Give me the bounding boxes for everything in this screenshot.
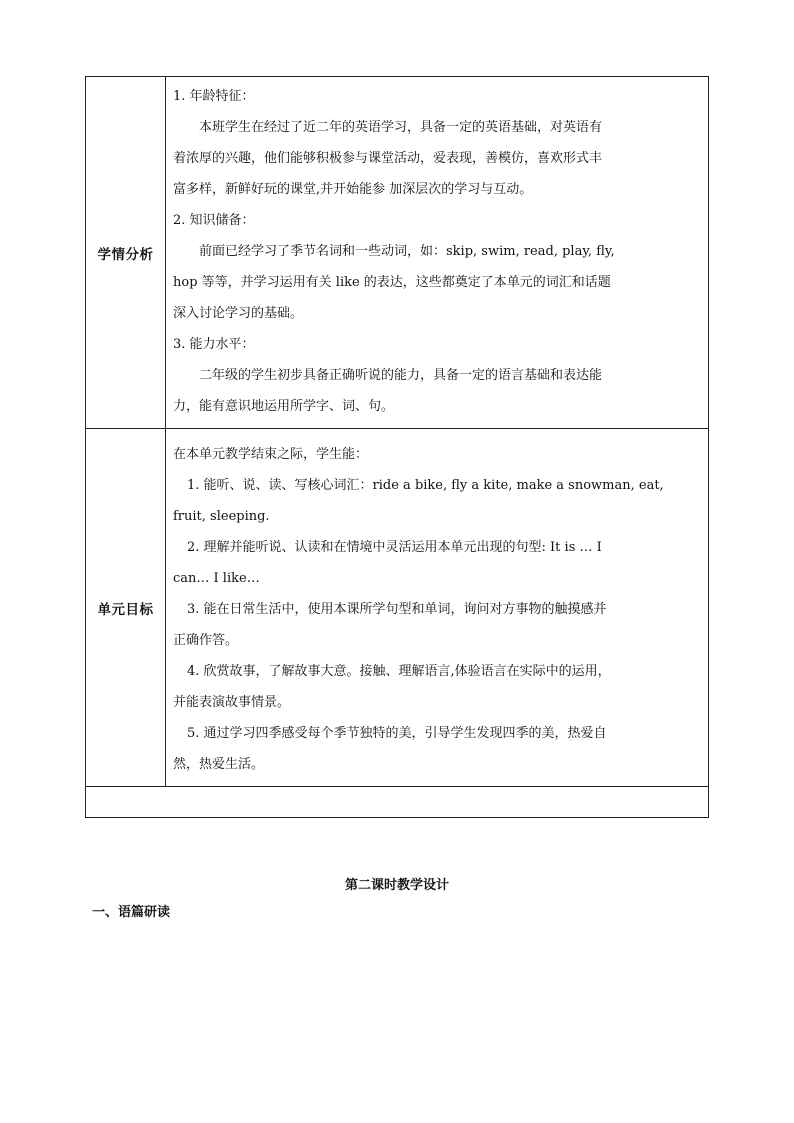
paragraph-line: 二年级的学生初步具备正确听说的能力，具备一定的语言基础和表达能 xyxy=(199,368,603,383)
paragraph-line: 力，能有意识地运用所学字、词、句。 xyxy=(173,399,395,414)
unit-goals-content xyxy=(166,429,709,787)
goal-item: 4. 欣赏故事，了解故事大意。接触、理解语言,体验语言在实际中的运用， xyxy=(187,664,611,679)
goal-item-cont: 并能表演故事情景。 xyxy=(173,695,291,710)
paragraph-line: 富多样，新鲜好玩的课堂,并开始能参 加深层次的学习与互动。 xyxy=(173,182,533,197)
paragraph-line: 深入讨论学习的基础。 xyxy=(173,306,304,321)
goals-intro: 在本单元教学结束之际，学生能： xyxy=(173,447,369,462)
subheading-age: 1. 年龄特征： xyxy=(173,89,255,104)
goal-item-cont: 正确作答。 xyxy=(173,633,239,648)
student-analysis-content xyxy=(166,77,709,429)
table-row-empty xyxy=(86,787,709,818)
goal-item: 5. 通过学习四季感受每个季节独特的美，引导学生发现四季的美，热爱自 xyxy=(187,726,607,741)
paragraph-line: hop 等等，并学习运用有关 like 的表达，这些都奠定了本单元的词汇和话题 xyxy=(173,275,611,290)
lesson-table xyxy=(85,76,709,818)
section-title: 一、语篇研读 xyxy=(92,905,171,920)
table-row xyxy=(86,429,709,787)
paragraph-line: 着浓厚的兴趣，他们能够积极参与课堂活动，爱表现，善模仿，喜欢形式丰 xyxy=(173,151,603,166)
subheading-ability: 3. 能力水平： xyxy=(173,337,255,352)
goal-item: 3. 能在日常生活中，使用本课所学句型和单词，询问对方事物的触摸感并 xyxy=(187,602,607,617)
goal-item-cont: fruit, sleeping. xyxy=(173,509,270,524)
subheading-knowledge: 2. 知识储备： xyxy=(173,213,255,228)
lesson-heading: 第二课时教学设计 xyxy=(344,878,449,893)
paragraph-line: 本班学生在经过了近二年的英语学习，具备一定的英语基础，对英语有 xyxy=(199,120,603,135)
row-label-student-analysis: 学情分析 xyxy=(86,77,166,429)
empty-cell xyxy=(86,787,709,818)
goal-item: 1. 能听、说、读、写核心词汇：ride a bike, fly a kite, make a snowman, eat, xyxy=(187,478,664,493)
goal-item-cont: 然，热爱生活。 xyxy=(173,757,265,772)
table-row xyxy=(86,77,709,429)
goal-item-cont: can… I like… xyxy=(173,571,260,586)
row-label-unit-goals: 单元目标 xyxy=(86,429,166,787)
paragraph-line: 前面已经学习了季节名词和一些动词，如：skip, swim, read, play, fly, xyxy=(199,244,615,259)
goal-item: 2. 理解并能听说、认读和在情境中灵活运用本单元出现的句型: It is … I xyxy=(187,540,602,555)
